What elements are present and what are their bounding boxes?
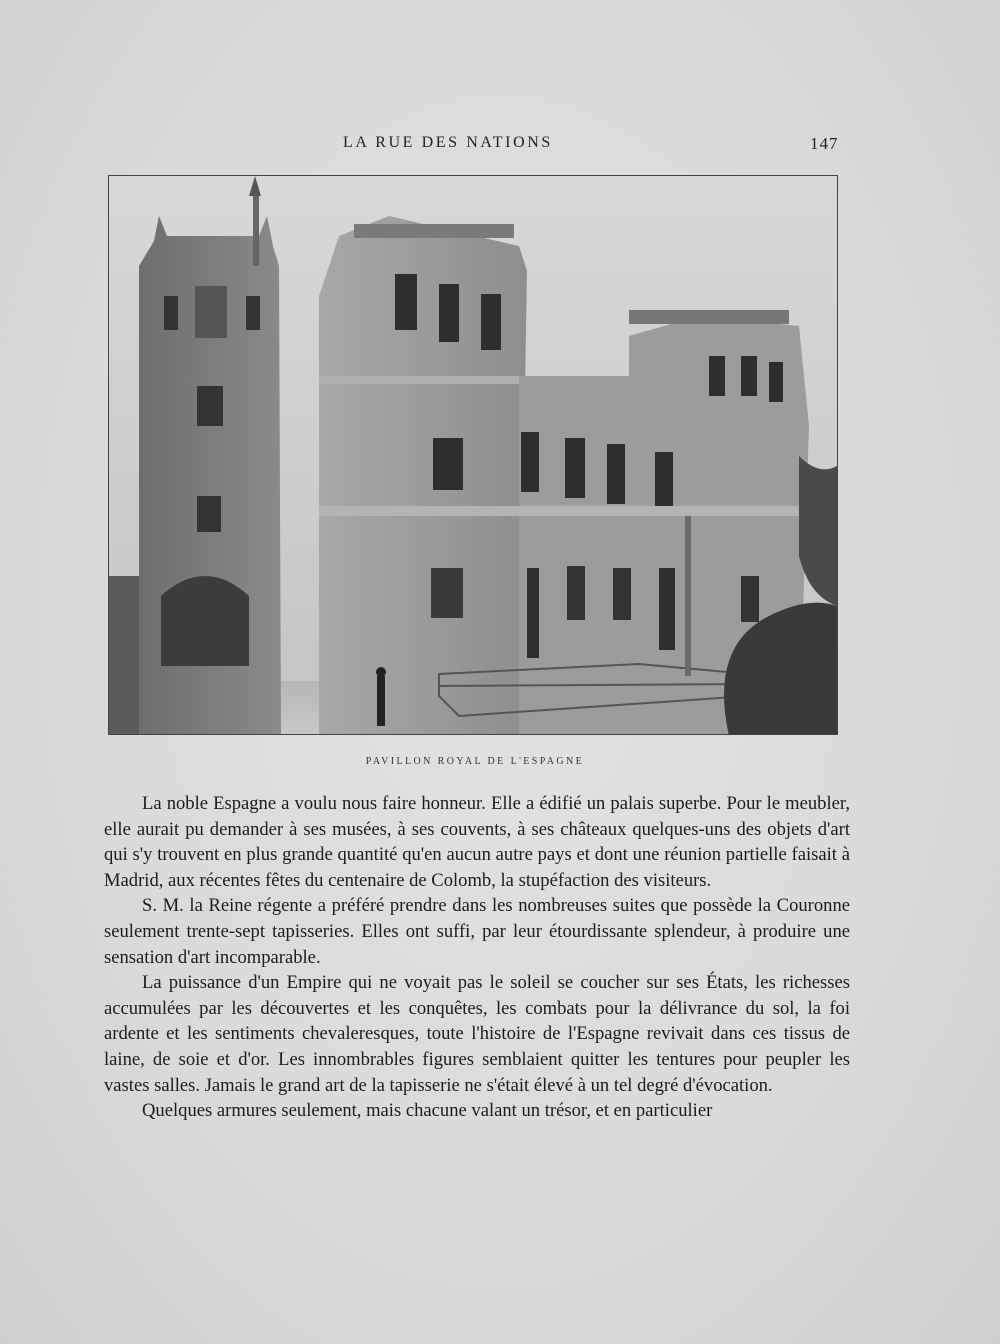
running-title: LA RUE DES NATIONS — [343, 134, 553, 151]
paragraph: La puissance d'un Empire qui ne voyait pas le soleil se coucher sur ses États, les richesses accumulées par les découvertes et les conquêtes, les combats pour la délivrance du sol, la foi ardente et les sentiments chevaleresques, toute l'histoire de l'Espagne revivait dans ces tissus de laine, de soie et d'or. Les innombrables figures semblaient quitter les tentures pour peupler les vastes salles. Jamais le grand art de la tapisserie ne s'était élevé à un tel degré d'évocation. — [104, 972, 850, 1096]
paragraph: Quelques armures seulement, mais chacune valant un trésor, et en particulier — [142, 1100, 713, 1122]
pavilion-photograph — [109, 176, 837, 734]
running-head — [0, 134, 1000, 156]
paragraph: La noble Espagne a voulu nous faire honneur. Elle a édifié un palais superbe. Pour le meubler, elle aurait pu demander à ses musées, à ses couvents, à ses châteaux quelques-uns des objets d'art qui s'y trouvent en plus grande quantité qu'en aucun autre pays et dont une réunion partielle faisait à Madrid, aux récentes fêtes du centenaire de Colomb, la stupéfaction des visiteurs. — [104, 793, 850, 891]
page-number: 147 — [810, 134, 839, 153]
plate-caption: PAVILLON ROYAL DE L'ESPAGNE — [365, 756, 585, 767]
paragraph: S. M. la Reine régente a préféré prendre dans les nombreuses suites que possède la Couronne seulement trente-sept tapisseries. Elles ont suffi, par leur étourdissante splendeur, à produire une sensation d'art incomparable. — [104, 895, 850, 968]
photo-plate — [108, 175, 838, 735]
body-text — [104, 791, 850, 1124]
